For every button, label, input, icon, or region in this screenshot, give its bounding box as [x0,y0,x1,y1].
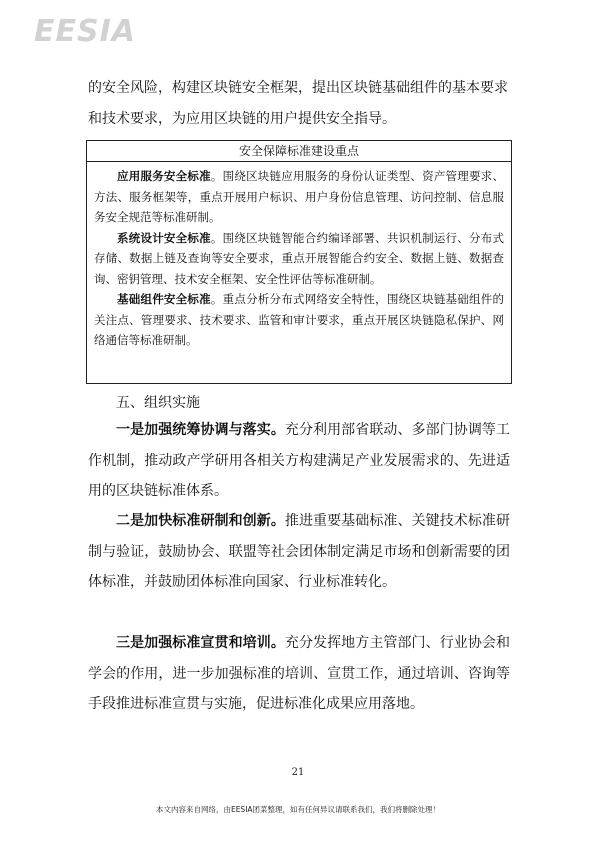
measure-body: 充分利用部省联动、多部门协调等工作机制，推动政产学研用各相关方构建满足产业发展需求的、先进适用的区块链标准体系。 [88,422,511,499]
measure-title: 三是加强标准宣贯和培训。 [116,635,285,651]
measure-paragraph-1 [88,415,510,507]
box-title: 安全保障标准建设重点 [87,141,511,162]
security-standards-box [86,140,512,384]
intro-paragraph: 的安全风险，构建区块链安全框架，提出区块链基础组件的基本要求和技术要求，为应用区块链的用户提供安全指导。 [88,80,508,127]
box-body [87,162,511,351]
box-item-title: 应用服务安全标准 [117,169,211,183]
measure-paragraph-3 [88,628,510,720]
box-item-title: 系统设计安全标准 [117,230,211,245]
eesia-logo: EESIA [34,14,136,49]
measure-title: 二是加快标准研制和创新。 [116,513,285,529]
box-item-system [94,228,504,290]
box-item-title: 基础组件安全标准 [117,292,211,306]
box-item-body: 。围绕区块链智能合约编译部署、共识机制运行、分布式存储、数据上链及查询等安全要求，重点开展智能合约安全、数据上链、数据查询、密钥管理、技术安全框架、安全性评估等标准研制。 [94,230,504,286]
box-item-body: 。重点分析分布式网络安全特性，围绕区块链基础组件的关注点、管理要求、技术要求、监管和审计要求，重点开展区块链隐私保护、网络通信等标准研制。 [94,292,504,347]
section-heading: 五、组织实施 [116,395,200,411]
measure-paragraph-2 [88,506,510,598]
page-number: 21 [291,767,305,778]
box-item-component [94,289,504,351]
footer-disclaimer: 本文内容来自网络，由EESIA团菜整理，如有任何异议请联系我们，我们将删除处理！ [155,805,441,814]
box-item-body: 。围绕区块链应用服务的身份认证类型、资产管理要求、方法、服务框架等，重点开展用户标识、用户身份信息管理、访问控制、信息服务安全规范等标准研制。 [94,169,504,224]
measure-body: 推进重要基础标准、关键技术标准研制与验证，鼓励协会、联盟等社会团体制定满足市场和创新需要的团体标准，并鼓励团体标准向国家、行业标准转化。 [88,513,511,590]
box-item-application [94,166,504,228]
measure-body: 充分发挥地方主管部门、行业协会和学会的作用，进一步加强标准的培训、宣贯工作，通过培训、咨询等手段推进标准宣贯与实施，促进标准化成果应用落地。 [88,635,511,712]
measure-title: 一是加强统筹协调与落实。 [116,422,285,438]
